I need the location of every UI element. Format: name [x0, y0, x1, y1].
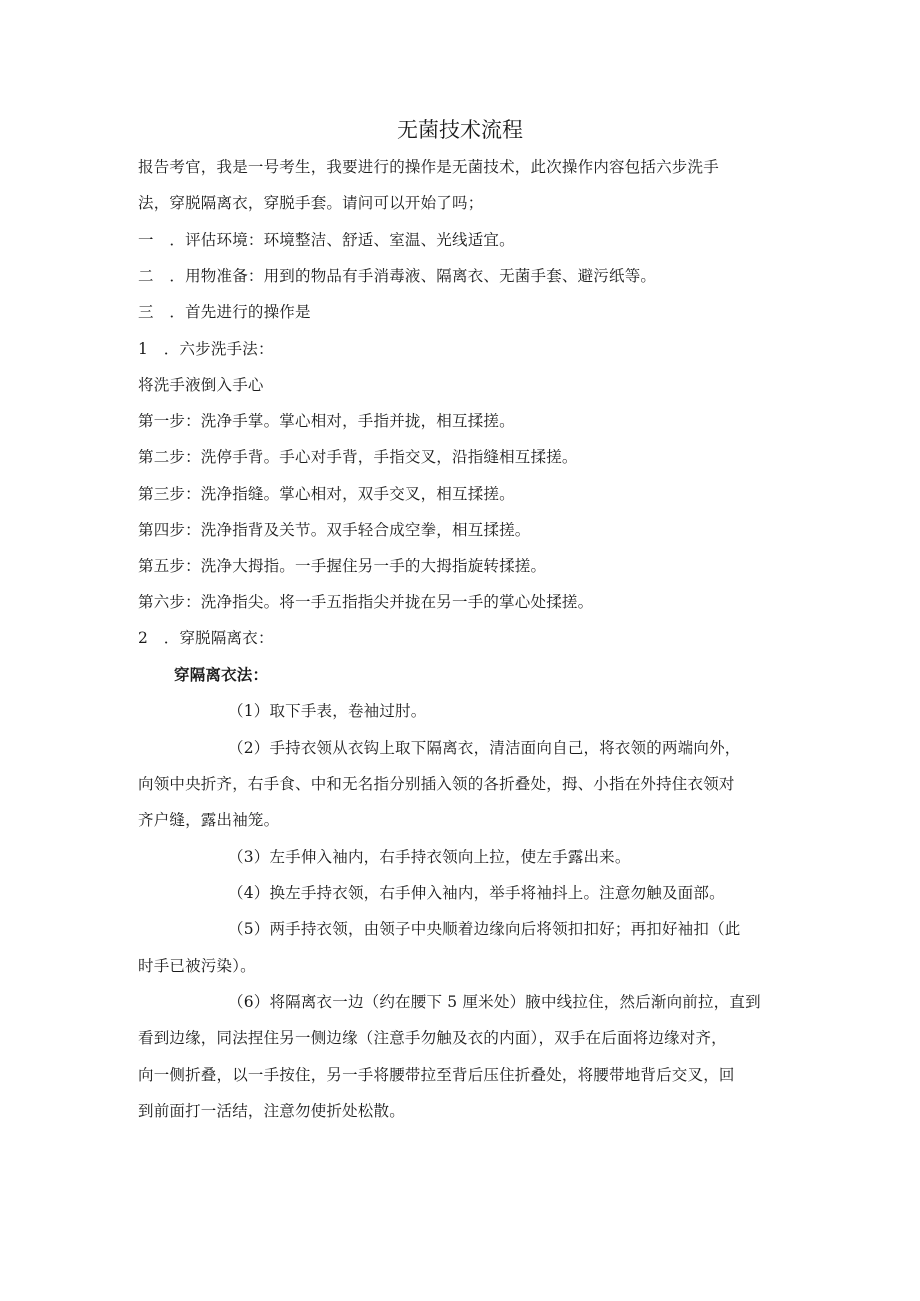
handwash-step: 第三步：洗净指缝。掌心相对，双手交叉，相互揉搓。 — [138, 485, 515, 503]
gown-item-continued: 到前面打一活结，注意勿使折处松散。 — [138, 1102, 405, 1120]
intro-line: 报告考官，我是一号考生，我要进行的操作是无菌技术，此次操作内容包括六步洗手 — [138, 158, 719, 176]
gown-item: （5）两手持衣领，由领子中央顺着边缘向后将领扣扣好；再扣好袖扣（此 — [228, 920, 741, 938]
gown-item: （4）换左手持衣领，右手伸入袖内，举手将袖抖上。注意勿触及面部。 — [228, 884, 725, 902]
section-prepare-supplies: 二 ．用物准备：用到的物品有手消毒液、隔离衣、无菌手套、避污纸等。 — [138, 267, 657, 285]
handwash-step: 第一步：洗净手掌。掌心相对，手指并拢，相互揉搓。 — [138, 412, 515, 430]
gown-item-continued: 齐户缝，露出袖笼。 — [138, 811, 280, 829]
handwash-step: 第六步：洗净指尖。将一手五指指尖并拢在另一手的掌心处揉搓。 — [138, 593, 594, 611]
section-assess-environment: 一 ．评估环境：环境整洁、舒适、室温、光线适宜。 — [138, 231, 515, 249]
gown-item: （3）左手伸入袖内，右手持衣领向上拉，使左手露出来。 — [228, 848, 631, 866]
gown-item-continued: 时手已被污染）。 — [138, 957, 256, 975]
gown-item-continued: 看到边缘，同法捏住另一侧边缘（注意手勿触及衣的内面），双手在后面将边缘对齐， — [138, 1029, 727, 1047]
gown-heading: 2 ．穿脱隔离衣： — [138, 629, 274, 647]
handwash-step: 第二步：洗停手背。手心对手背，手指交叉，沿指缝相互揉搓。 — [138, 448, 578, 466]
gown-item-continued: 向一侧折叠，以一手按住，另一手将腰带拉至背后压住折叠处，将腰带地背后交叉，回 — [138, 1066, 735, 1084]
gown-item: （1）取下手表，卷袖过肘。 — [228, 702, 427, 720]
gown-item-continued: 向领中央折齐，右手食、中和无名指分别插入领的各折叠处，拇、小指在外持住衣领对 — [138, 775, 735, 793]
section-first-operation: 三 ．首先进行的操作是 — [138, 303, 311, 321]
gown-item: （2）手持衣领从衣钩上取下隔离衣，清洁面向自己，将衣领的两端向外， — [228, 739, 741, 757]
handwash-heading: 1 ．六步洗手法： — [138, 340, 274, 358]
gown-item: （6）将隔离衣一边（约在腰下 5 厘米处）腋中线拉住，然后渐向前拉，直到 — [228, 993, 761, 1011]
handwash-step: 第四步：洗净指背及关节。双手轻合成空拳，相互揉搓。 — [138, 521, 531, 539]
intro-line: 法，穿脱隔离衣，穿脱手套。请问可以开始了吗； — [138, 194, 484, 212]
document-title: 无菌技术流程 — [397, 118, 523, 142]
handwash-step: 第五步：洗净大拇指。一手握住另一手的大拇指旋转揉搓。 — [138, 557, 547, 575]
gown-subheading: 穿隔离衣法： — [174, 666, 269, 684]
handwash-pour: 将洗手液倒入手心 — [138, 376, 264, 394]
